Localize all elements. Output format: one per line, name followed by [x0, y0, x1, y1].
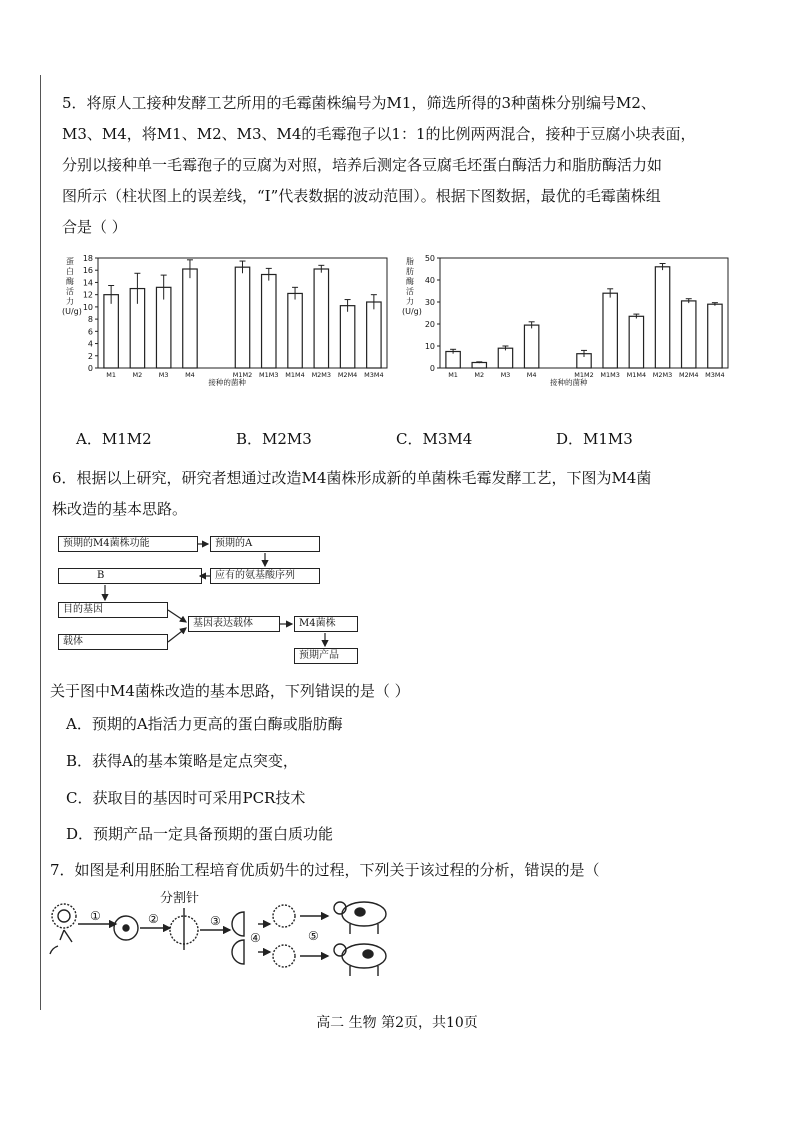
m4-modification-flowchart [50, 530, 380, 670]
q5-option-a[interactable]: A．M1M2 [76, 430, 152, 448]
bar [498, 348, 512, 368]
flow-node-m4-strain: M4菌株 [294, 616, 358, 632]
x-tick-label: M2 [474, 371, 485, 379]
x-tick-label: M1M2 [232, 371, 253, 379]
bar [446, 352, 460, 369]
bar [655, 267, 669, 368]
x-tick-label: M3M4 [705, 371, 725, 379]
y-tick-label: 8 [87, 315, 93, 325]
x-tick-label: M3 [158, 371, 169, 379]
step-2-label: ② [148, 912, 159, 926]
blastocyst-icon [273, 945, 295, 967]
bar [262, 275, 276, 369]
x-tick-label: M4 [526, 371, 537, 379]
y-tick-label: 0 [87, 364, 93, 373]
q5-option-d[interactable]: D．M1M3 [556, 430, 633, 448]
protease-activity-chart [60, 250, 395, 390]
step-3-label: ③ [210, 914, 221, 928]
bar [183, 269, 197, 368]
flow-node-expected-product: 预期产品 [294, 648, 358, 664]
bar [367, 302, 381, 368]
bar [472, 363, 486, 369]
bar [314, 269, 328, 368]
x-tick-label: M2M3 [652, 371, 673, 379]
q6-choice-b[interactable]: B．获得A的基本策略是定点突变， [66, 752, 298, 770]
q6-choice-c[interactable]: C．获取目的基因时可采用PCR技术 [66, 789, 306, 807]
flow-node-vector: 载体 [58, 634, 168, 650]
y-axis-label: 蛋白酶活力(U/g) [62, 257, 82, 316]
q5-line: M3、M4，将M1、M2、M3、M4的毛霉孢子以1：1的比例两两混合，接种于豆腐小块表面， [62, 125, 696, 143]
q6-choice-a[interactable]: A．预期的A指活力更高的蛋白酶或脂肪酶 [66, 715, 343, 733]
step-5-label: ⑤ [308, 929, 319, 943]
y-tick-label: 12 [82, 290, 93, 300]
y-tick-label: 10 [424, 342, 435, 351]
q5-line: 分别以接种单一毛霉孢子的豆腐为对照，培养后测定各豆腐毛坯蛋白酶活力和脂肪酶活力如 [62, 156, 663, 174]
bar [104, 295, 118, 368]
q5-line: 图所示（柱状图上的误差线，“I”代表数据的波动范围）。根据下图数据，最优的毛霉菌株组 [62, 187, 661, 205]
x-tick-label: M2 [132, 371, 143, 379]
question-6-intro [52, 463, 742, 525]
y-tick-label: 14 [82, 278, 93, 288]
y-tick-label: 40 [424, 276, 435, 285]
page-footer: 高二 生物 第2页，共10页 [316, 1015, 478, 1031]
cow-icon [334, 902, 386, 934]
x-tick-label: M1M4 [285, 371, 305, 379]
cow-icon [334, 944, 386, 976]
x-tick-label: M2M3 [311, 371, 332, 379]
q6-question: 关于图中M4菌株改造的基本思路，下列错误的是（ ） [50, 682, 410, 700]
x-tick-label: M1 [106, 371, 117, 379]
flow-node-amino-acid-sequence: 应有的氨基酸序列 [210, 568, 320, 584]
q5-options [76, 428, 756, 449]
y-tick-label: 16 [82, 266, 93, 276]
q5-line: 合是（ ） [62, 218, 127, 236]
x-axis-label: 接种的菌种 [208, 378, 246, 387]
margin-line [40, 75, 41, 1010]
y-tick-label: 4 [87, 339, 93, 349]
flow-arrows [50, 530, 380, 670]
q7-text: 7．如图是利用胚胎工程培育优质奶牛的过程，下列关于该过程的分析，错误的是（ [50, 861, 600, 879]
flow-node-target-gene: 目的基因 [58, 602, 168, 618]
bar [682, 301, 696, 368]
half-embryo-icon [232, 912, 244, 936]
y-tick-label: 0 [429, 364, 435, 373]
q5-option-b[interactable]: B．M2M3 [236, 430, 312, 448]
y-tick-label: 10 [82, 302, 93, 312]
flow-node-expected-a: 预期的A [210, 536, 320, 552]
x-tick-label: M2M4 [337, 371, 358, 379]
question-5 [62, 88, 752, 243]
bar [524, 325, 538, 368]
q6-intro-line: 6．根据以上研究，研究者想通过改造M4菌株形成新的单菌株毛霉发酵工艺，下图为M4菌 [52, 469, 652, 487]
q6-choice-d[interactable]: D．预期产品一定具备预期的蛋白质功能 [66, 825, 334, 843]
q5-option-c[interactable]: C．M3M4 [396, 430, 473, 448]
y-tick-label: 20 [424, 320, 435, 329]
y-tick-label: 2 [87, 351, 93, 361]
bar [235, 267, 249, 368]
y-axis-label: 脂肪酶活力(U/g) [402, 257, 422, 316]
x-tick-label: M1M2 [574, 371, 594, 379]
y-tick-label: 50 [424, 254, 435, 263]
half-embryo-icon [232, 940, 244, 964]
y-tick-label: 6 [87, 327, 93, 337]
x-tick-label: M3 [500, 371, 511, 379]
splitting-needle-label: 分割针 [160, 891, 200, 906]
q6-intro-line: 株改造的基本思路。 [52, 500, 188, 518]
egg-cell-icon [52, 904, 76, 928]
x-tick-label: M1 [448, 371, 458, 379]
q5-line: 5．将原人工接种发酵工艺所用的毛霉菌株编号为M1，筛选所得的3种菌株分别编号M2、 [62, 94, 656, 112]
x-tick-label: M2M4 [678, 371, 699, 379]
bar [708, 304, 722, 368]
x-tick-label: M1M4 [626, 371, 647, 379]
lipase-activity-chart [396, 250, 736, 390]
x-tick-label: M4 [185, 371, 195, 379]
bar [629, 316, 643, 368]
x-tick-label: M3M4 [364, 371, 384, 379]
y-tick-label: 30 [424, 298, 435, 307]
step-4-label: ④ [250, 931, 261, 945]
embryo-engineering-diagram [44, 890, 404, 980]
x-tick-label: M1M3 [600, 371, 620, 379]
step-1-label: ① [90, 909, 101, 923]
flow-node-expected-function: 预期的M4菌株功能 [58, 536, 198, 552]
x-axis-label: 接种的菌种 [549, 378, 588, 387]
bar [288, 293, 302, 368]
flow-node-b: B [58, 568, 202, 584]
blastocyst-icon [273, 905, 295, 927]
flow-node-expression-vector: 基因表达载体 [188, 616, 280, 632]
x-tick-label: M1M3 [259, 371, 279, 379]
y-tick-label: 18 [82, 254, 93, 263]
bar [603, 293, 617, 368]
bar [340, 306, 354, 368]
